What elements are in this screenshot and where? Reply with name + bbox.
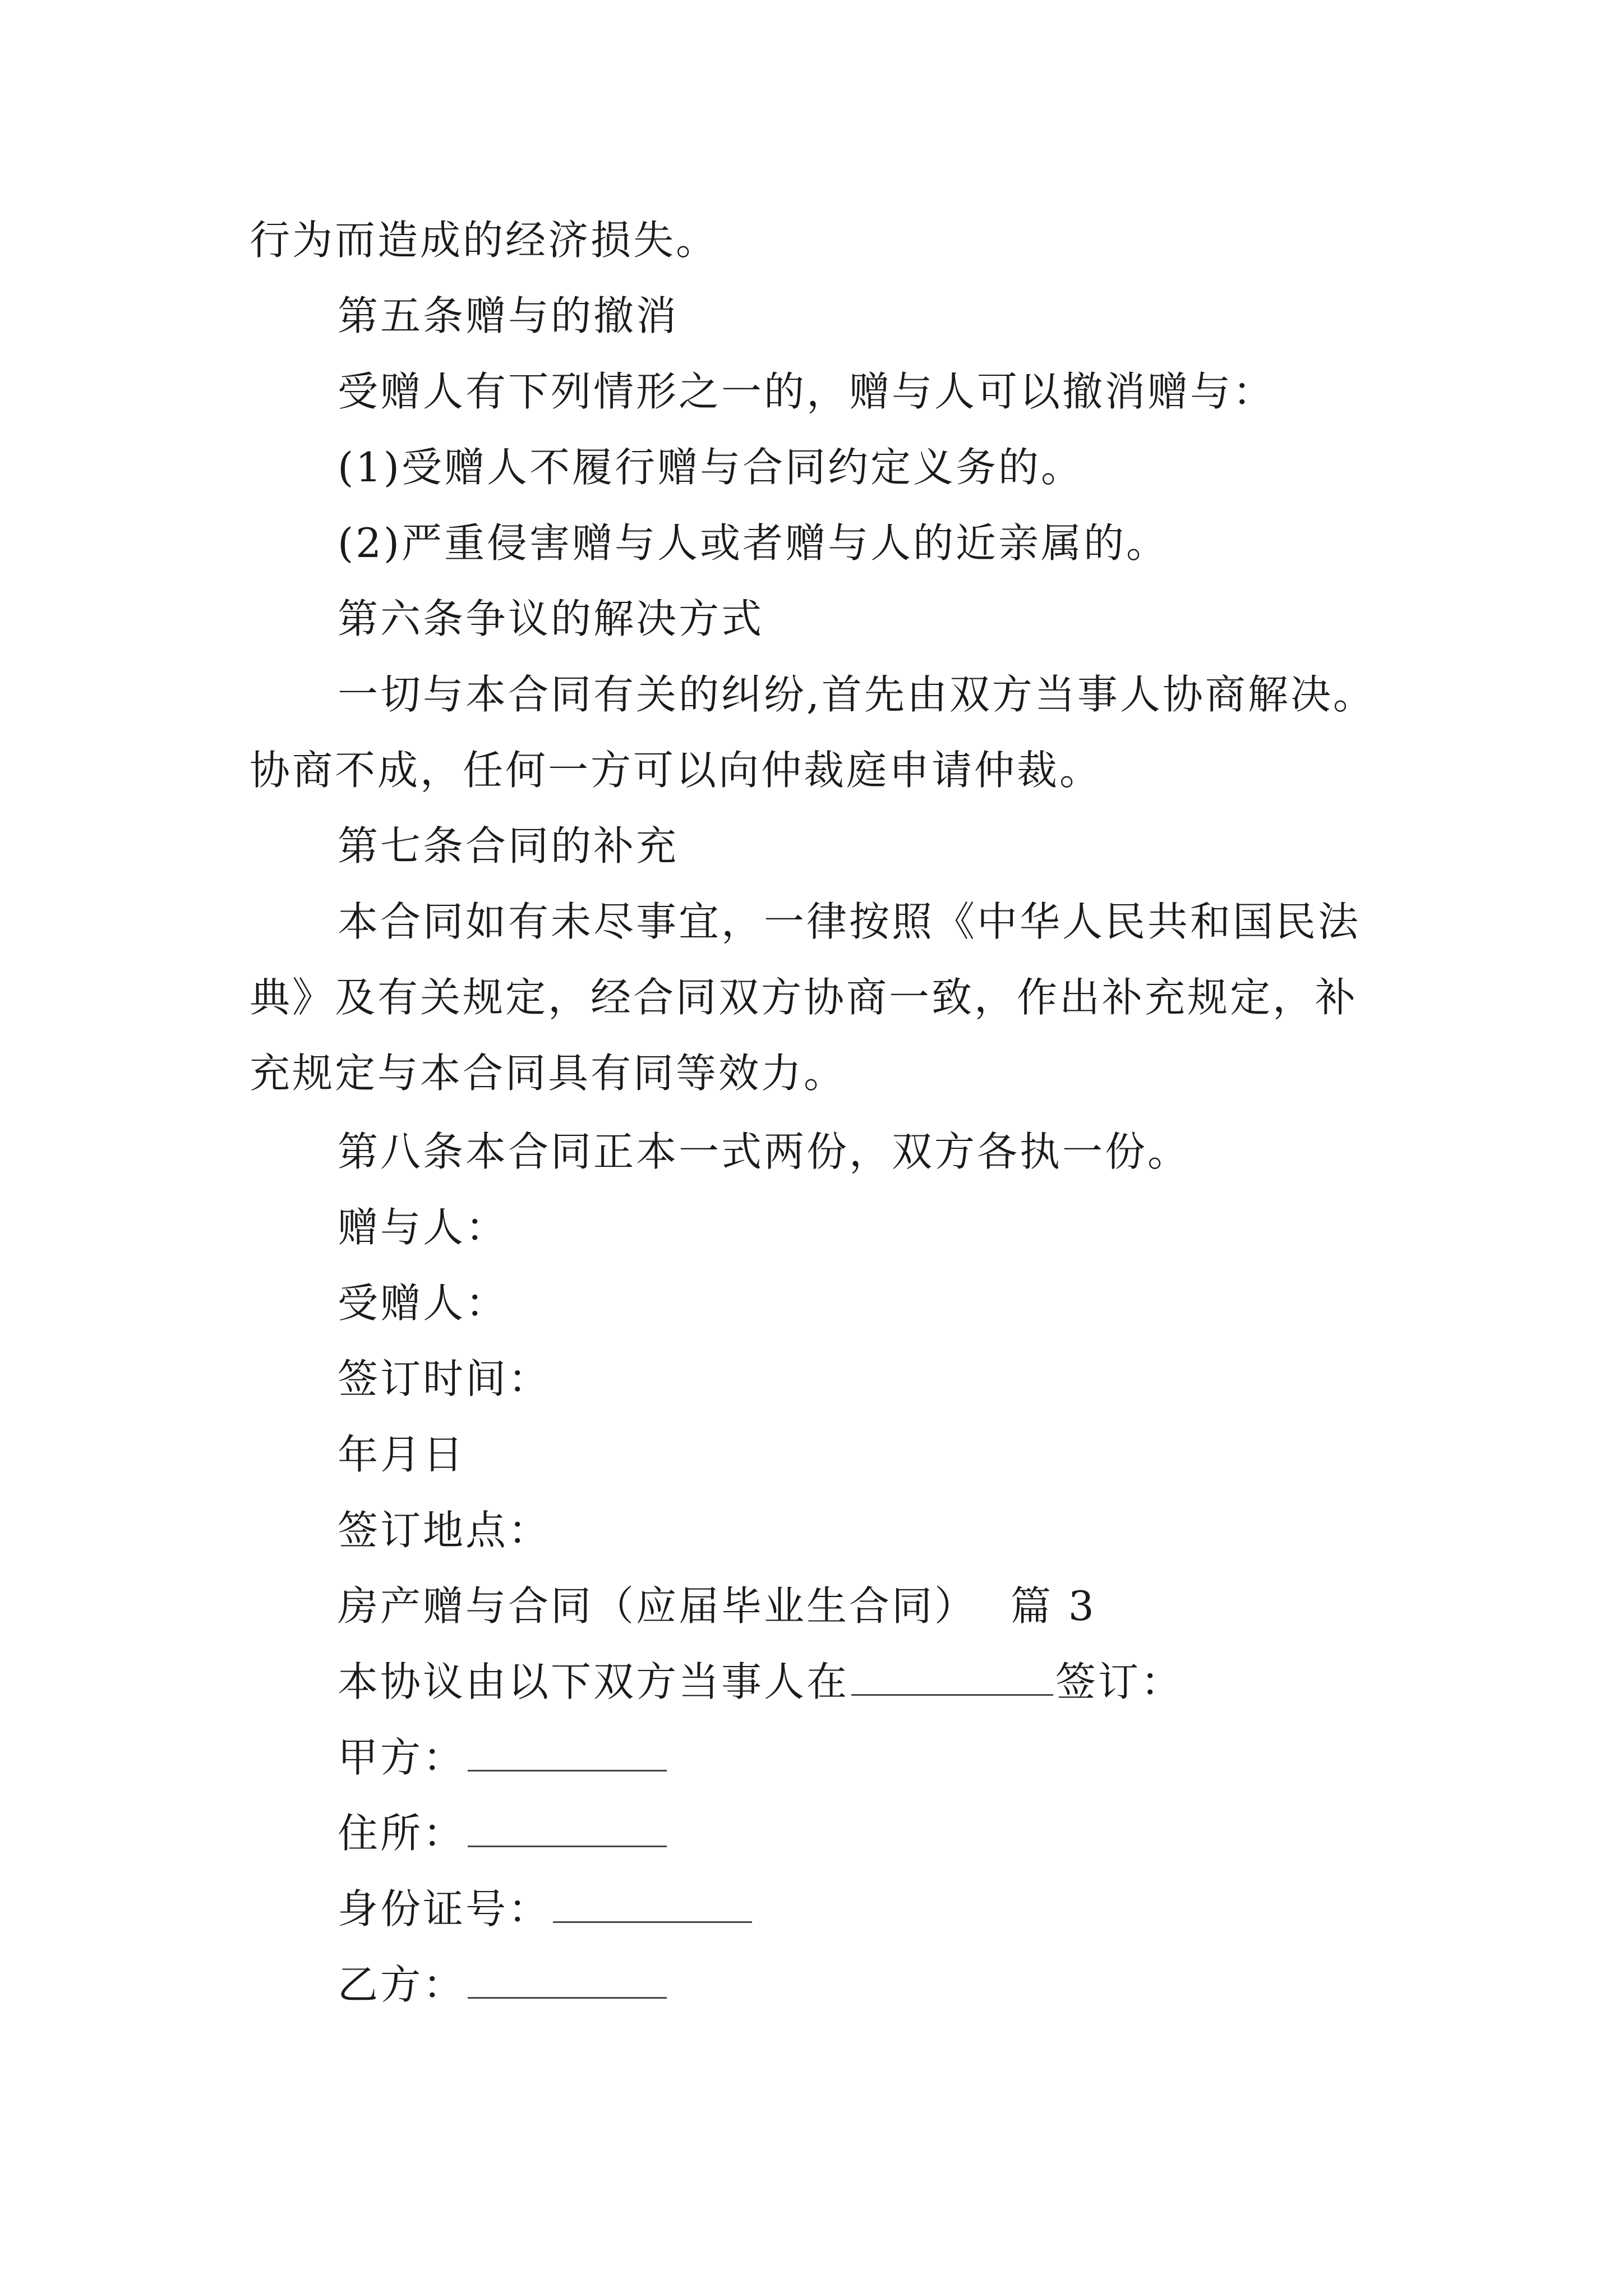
article-heading: 第五条赠与的撤消 — [338, 292, 679, 339]
date-placeholder: 年月日 — [338, 1431, 466, 1478]
id-number-field — [338, 1881, 754, 1937]
paragraph-line: 行为而造成的经济损失。 — [250, 217, 719, 264]
signing-place-blank — [851, 1655, 1053, 1696]
party-b-label: 乙方： — [338, 1961, 466, 2008]
signing-place-label: 签订地点： — [338, 1507, 551, 1554]
paragraph-line: 典》及有关规定，经合同双方协商一致，作出补充规定，补 — [250, 974, 1358, 1021]
list-item: (2)严重侵害赠与人或者赠与人的近亲属的。 — [338, 519, 1169, 567]
agreement-intro-text: 本协议由以下双方当事人在 — [338, 1658, 850, 1705]
paragraph-line: 协商不成，任何一方可以向仲裁庭申请仲裁。 — [250, 747, 1103, 794]
paragraph-line: 本合同如有未尽事宜，一律按照《中华人民共和国民法 — [338, 898, 1361, 945]
address-label: 住所： — [338, 1810, 466, 1857]
signature-label-donor: 赠与人： — [338, 1204, 509, 1251]
paragraph-line: 充规定与本合同具有同等效力。 — [250, 1050, 847, 1097]
party-a-label: 甲方： — [338, 1734, 466, 1781]
address-blank — [468, 1806, 667, 1847]
party-b-blank — [468, 1958, 667, 1999]
address-field — [338, 1805, 669, 1861]
paragraph-line: 受赠人有下列情形之一的，赠与人可以撤消赠与： — [338, 368, 1276, 415]
section-number: 篇 3 — [1011, 1582, 1096, 1630]
section-title — [338, 1578, 1096, 1634]
article-heading: 第八条本合同正本一式两份，双方各执一份。 — [338, 1128, 1191, 1175]
party-a-field — [338, 1729, 669, 1786]
agreement-intro — [338, 1654, 1183, 1710]
party-a-blank — [468, 1731, 667, 1772]
signature-label-donee: 受赠人： — [338, 1280, 509, 1327]
section-title-text: 房产赠与合同（应届毕业生合同） — [338, 1582, 978, 1630]
paragraph-line: 一切与本合同有关的纠纷,首先由双方当事人协商解决。 — [338, 671, 1376, 718]
id-number-label: 身份证号： — [338, 1885, 551, 1932]
agreement-intro-suffix: 签订： — [1055, 1658, 1184, 1705]
id-number-blank — [553, 1882, 752, 1923]
list-item: (1)受赠人不履行赠与合同约定义务的。 — [338, 444, 1083, 491]
article-heading: 第七条合同的补充 — [338, 822, 679, 869]
article-heading: 第六条争议的解决方式 — [338, 595, 764, 642]
signing-time-label: 签订时间： — [338, 1355, 551, 1402]
party-b-field — [338, 1957, 669, 2013]
